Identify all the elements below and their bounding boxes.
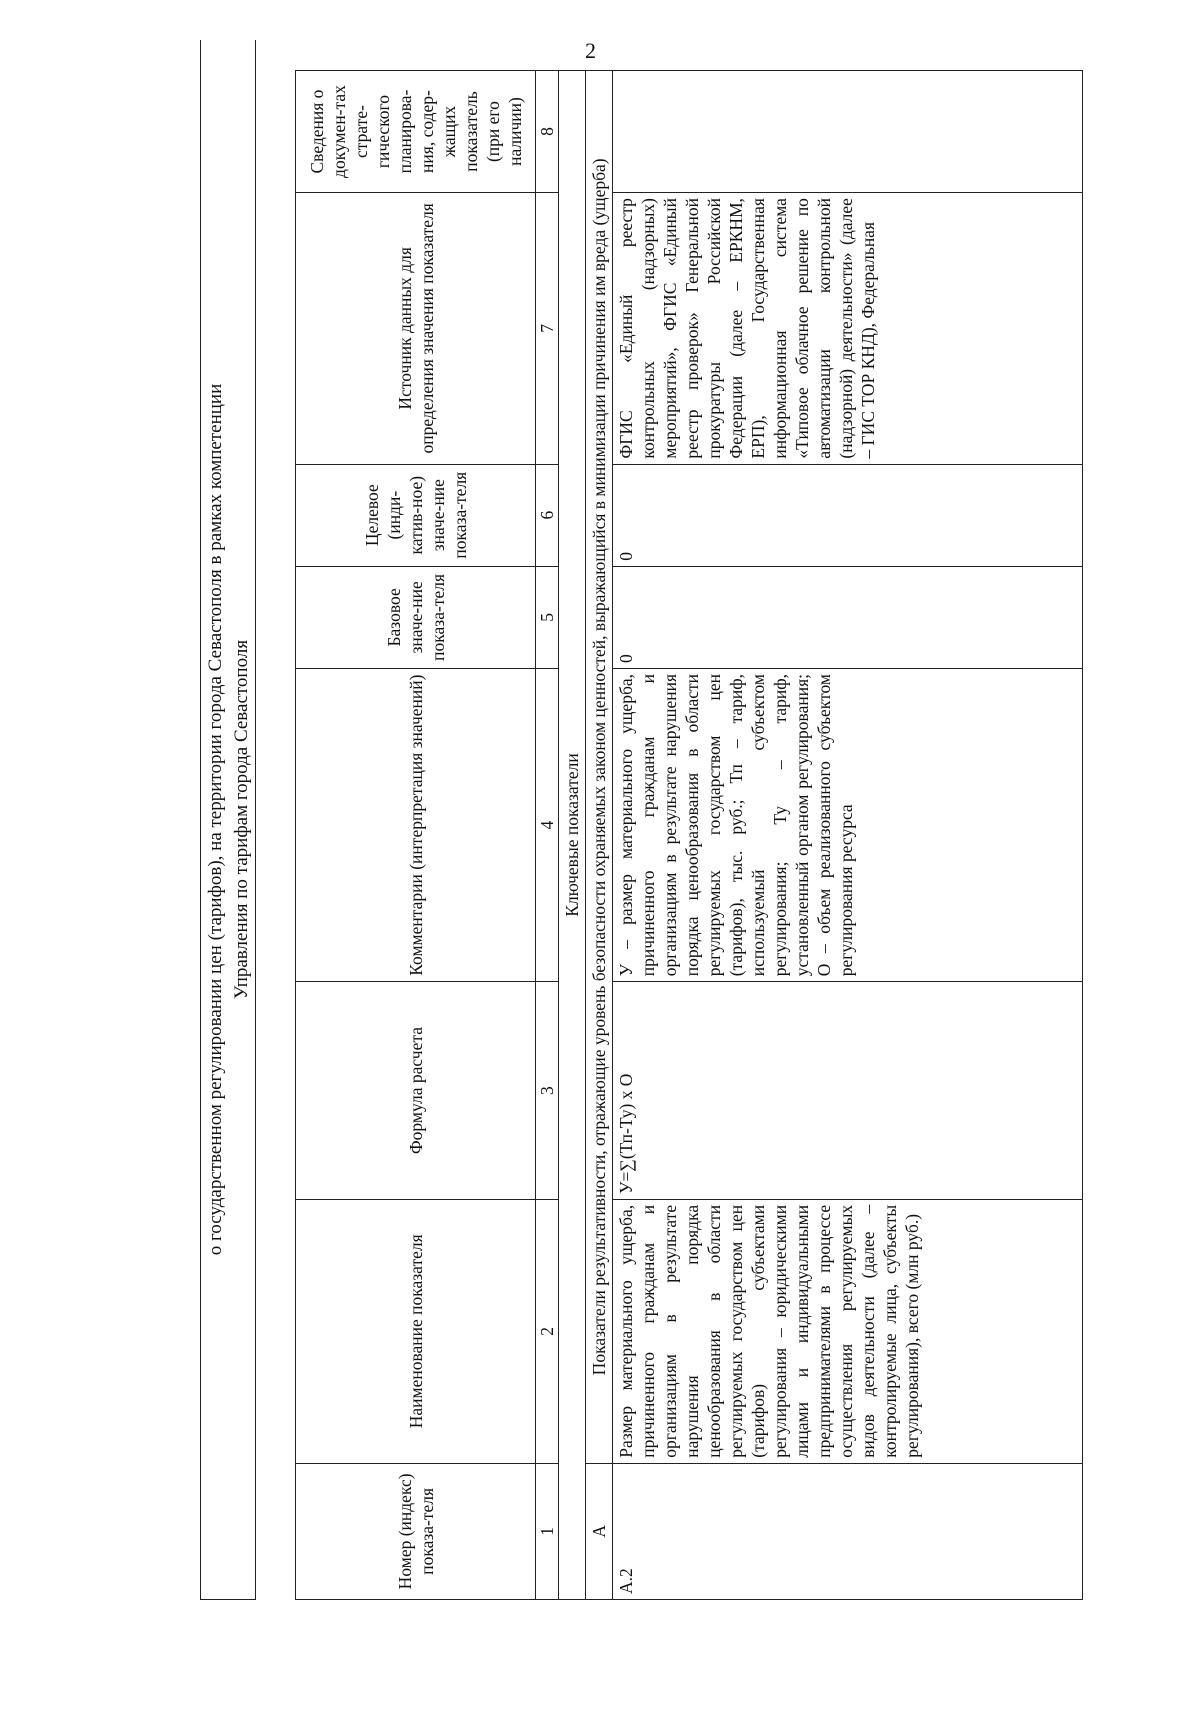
row-base-value: 0	[613, 566, 1083, 668]
row-index: А.2	[613, 1463, 1083, 1599]
page-number: 2	[585, 38, 596, 63]
col-header-comment: Комментарии (интерпретация значений)	[296, 669, 536, 982]
group-row	[586, 71, 613, 1600]
header-line-2: Управления по тарифам города Севастополя	[231, 639, 252, 1000]
row-target-value: 0	[613, 464, 1083, 566]
col-number: 6	[536, 464, 559, 566]
col-number: 2	[536, 1199, 559, 1463]
row-source: ФГИС «Единый реестр контрольных (надзорных) мероприятий», ФГИС «Единый реестр проверок» Генеральной прокуратуры Российской Федерации (далее – ЕРКНМ, ЕРП), Государственная информационная система «Типовое облачное решение по автоматизации контрольной (надзорной) деятельности» (далее – ГИС ТОР КНД), Федеральная	[613, 193, 1083, 465]
col-number: 1	[536, 1463, 559, 1599]
header-line-1: о государственном регулировании цен (тарифов), на территории города Севастополя в рамках компетенции	[205, 383, 226, 1256]
row-formula: У=∑(Тп-Ту) х О	[613, 982, 1083, 1200]
rotated-page-content	[200, 40, 1080, 1600]
col-number: 3	[536, 982, 559, 1200]
col-header-docs: Сведения о докумен-тах страте-гического планирова-ния, содер-жащих показатель (при его наличии)	[296, 71, 536, 193]
col-number: 4	[536, 669, 559, 982]
table-header-row	[296, 71, 536, 1600]
table-row	[613, 71, 1083, 1600]
row-comment: У – размер материального ущерба, причиненного гражданам и организациям в результате нарушения порядка ценообразования в области регулируемых государством цен (тарифов), тыс. руб.; Тп – тариф, используемый субъектом регулирования; Ту – тариф, установленный органом регулирования; О – объем реализованного субъектом регулирования ресурса	[613, 669, 1083, 982]
col-header-target: Целевое (инди-катив-ное) значе-ние показа-теля	[296, 464, 536, 566]
col-header-source: Источник данных для определения значения показателя	[296, 193, 536, 465]
col-number: 8	[536, 71, 559, 193]
col-header-formula: Формула расчета	[296, 982, 536, 1200]
col-header-index: Номер (индекс) показа-теля	[296, 1463, 536, 1599]
row-docs	[613, 71, 1083, 193]
group-title: Показатели результативности, отражающие уровень безопасности охраняемых законом ценностей, выражающийся в минимизации причинения им вреда (ущерба)	[586, 71, 613, 1464]
group-index: А	[586, 1463, 613, 1599]
section-row	[559, 71, 586, 1600]
column-number-row	[536, 71, 559, 1600]
row-name: Размер материального ущерба, причиненного гражданам и организациям в результате нарушения порядка ценообразования в области регулируемых государством цен (тарифов) субъектами регулирования – юридическими лицами и индивидуальными предпринимателями в процессе осуществления регулируемых видов деятельности (далее – контролируемые лица, субъекты регулирования), всего (млн руб.)	[613, 1199, 1083, 1463]
document-header	[200, 40, 256, 1600]
col-number: 5	[536, 566, 559, 668]
col-header-name: Наименование показателя	[296, 1199, 536, 1463]
section-title: Ключевые показатели	[559, 71, 586, 1600]
col-header-base: Базовое значе-ние показа-теля	[296, 566, 536, 668]
col-number: 7	[536, 193, 559, 465]
indicators-table	[295, 70, 1083, 1600]
